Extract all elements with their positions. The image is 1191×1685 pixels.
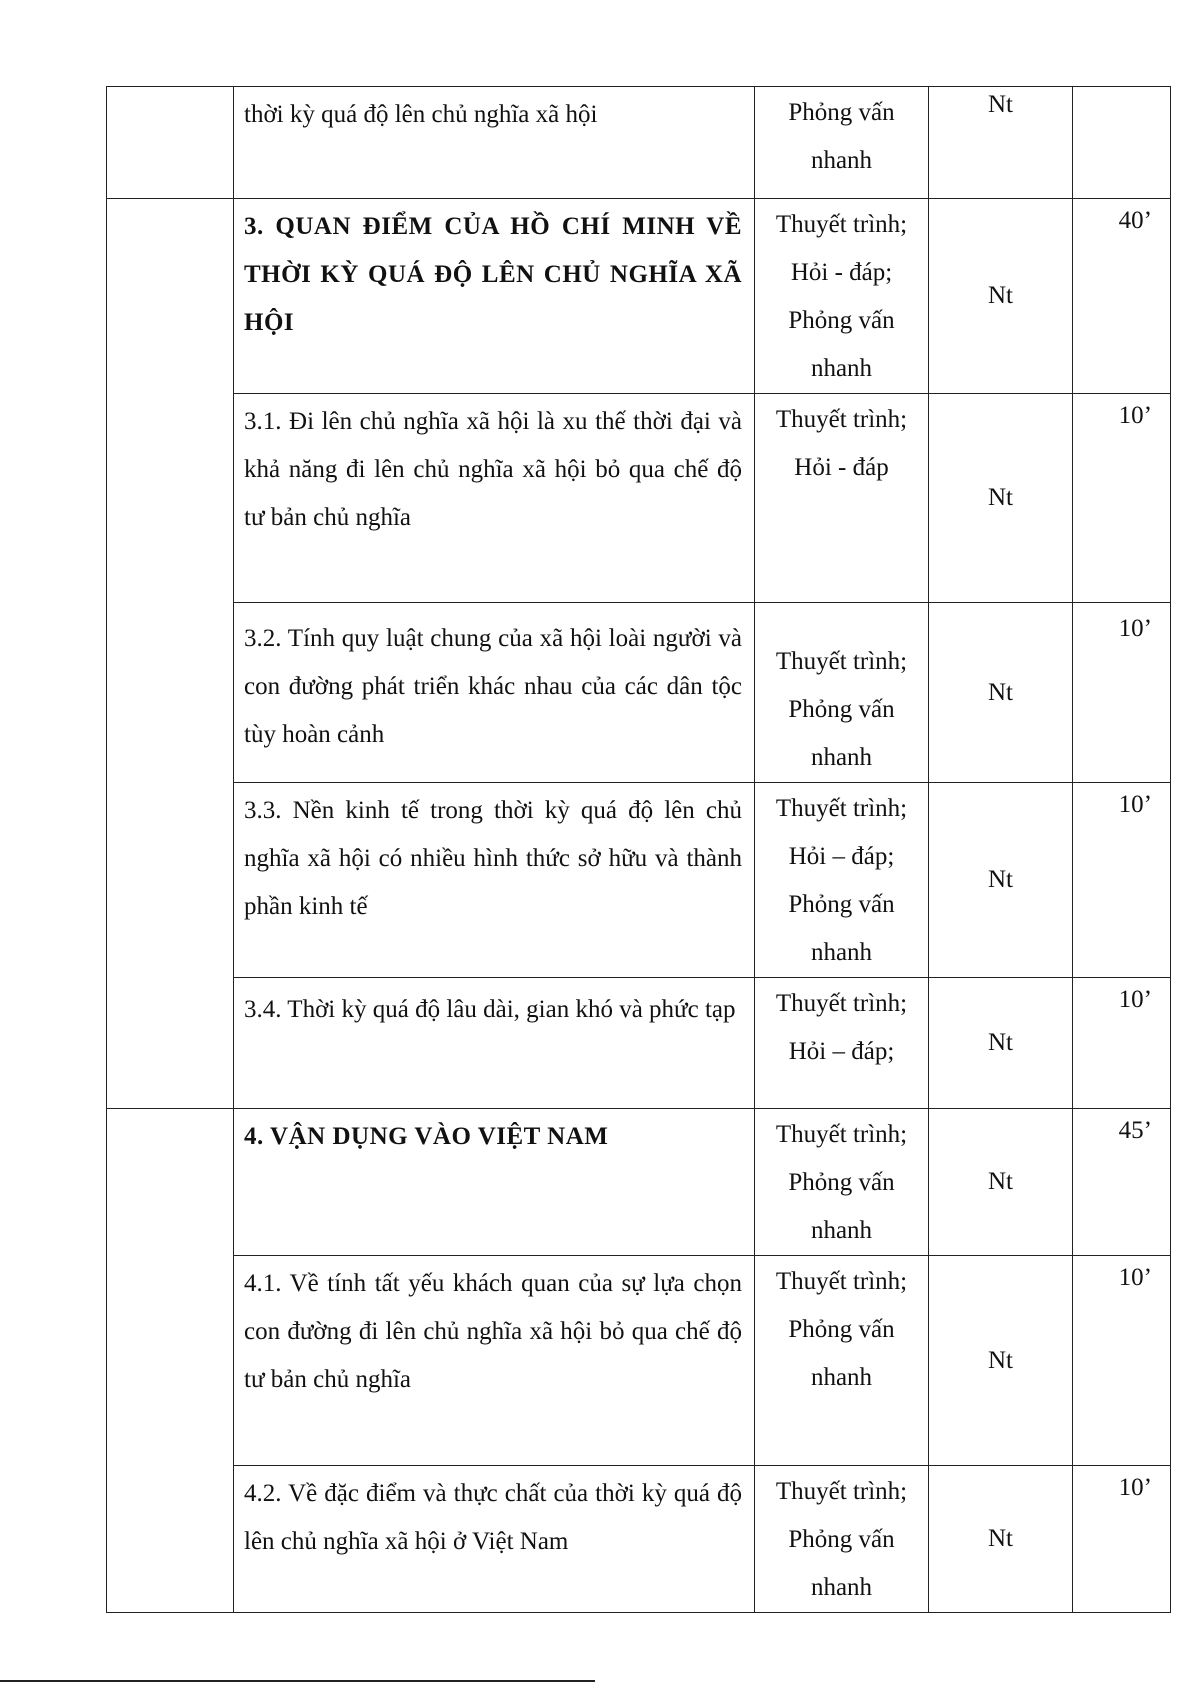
resource-text: Nt [988,282,1013,309]
method-text: Thuyết trình; Phỏng vấn nhanh [775,1268,908,1391]
resource-cell [929,783,1073,978]
resource-text: Nt [988,1029,1013,1056]
content-cell [234,394,755,603]
resource-text: Nt [988,1525,1013,1552]
week-cell [107,87,234,199]
week-cell [107,1109,234,1613]
method-cell [755,1466,929,1613]
table-row [107,783,1171,978]
time-text: 10’ [1118,1474,1152,1501]
content-cell [234,1256,755,1466]
content-text: 3.3. Nền kinh tế trong thời kỳ quá độ lên chủ nghĩa xã hội có nhiều hình thức sở hữu và thành phần kinh tế [244,797,742,920]
footnote-separator [0,1680,595,1682]
resource-cell [929,978,1073,1109]
content-text: thời kỳ quá độ lên chủ nghĩa xã hội [244,101,598,128]
content-cell [234,1466,755,1613]
content-text: 4.1. Về tính tất yếu khách quan của sự lựa chọn con đường đi lên chủ nghĩa xã hội bỏ qua chế độ tư bản chủ nghĩa [244,1270,742,1393]
resource-cell [929,1256,1073,1466]
time-cell [1073,87,1171,199]
table-row [107,87,1171,199]
time-text: 10’ [1118,615,1152,642]
lesson-plan-table [106,86,1171,1613]
table-row [107,1466,1171,1613]
content-cell [234,1109,755,1256]
resource-text: Nt [988,678,1013,706]
content-text: 3.1. Đi lên chủ nghĩa xã hội là xu thế thời đại và khả năng đi lên chủ nghĩa xã hội bỏ qua chế độ tư bản chủ nghĩa [244,408,742,531]
time-text: 10’ [1118,986,1152,1013]
resource-cell [929,603,1073,783]
method-cell [755,783,929,978]
time-text [1073,87,1170,91]
content-text: 4.2. Về đặc điểm và thực chất của thời kỳ quá độ lên chủ nghĩa xã hội ở Việt Nam [244,1480,742,1555]
week-cell [107,199,234,1109]
resource-text: Nt [988,91,1013,118]
content-cell [234,87,755,199]
time-text: 10’ [1118,791,1152,818]
content-cell [234,783,755,978]
resource-cell [929,199,1073,394]
method-cell [755,199,929,394]
time-cell [1073,978,1171,1109]
resource-text: Nt [988,1168,1013,1195]
method-cell [755,603,929,783]
table-row [107,1256,1171,1466]
content-cell [234,199,755,394]
method-cell [755,87,929,199]
resource-cell [929,1109,1073,1256]
method-text: Thuyết trình; Phỏng vấn nhanh [775,1121,908,1244]
resource-cell [929,87,1073,199]
time-text: 45’ [1118,1117,1152,1144]
method-cell [755,978,929,1109]
time-text: 40’ [1118,207,1152,234]
resource-cell [929,1466,1073,1613]
content-cell [234,603,755,783]
resource-text: Nt [988,1346,1013,1374]
time-cell [1073,394,1171,603]
time-text: 10’ [1118,402,1152,429]
time-cell [1073,1109,1171,1256]
method-cell [755,1109,929,1256]
table-row [107,1109,1171,1256]
time-cell [1073,603,1171,783]
method-text: Thuyết trình; Phỏng vấn nhanh [775,1478,908,1601]
time-cell [1073,199,1171,394]
resource-text: Nt [988,866,1013,893]
method-text: Thuyết trình; Hỏi – đáp; [775,990,908,1065]
time-cell [1073,1466,1171,1613]
section-heading: 3. QUAN ĐIỂM CỦA HỒ CHÍ MINH VỀ THỜI KỲ QUÁ ĐỘ LÊN CHỦ NGHĨA XÃ HỘI [244,213,742,336]
time-text: 10’ [1118,1264,1152,1291]
table-row [107,199,1171,394]
section-heading: 4. VẬN DỤNG VÀO VIỆT NAM [244,1123,609,1150]
method-cell [755,394,929,603]
time-cell [1073,783,1171,978]
content-text: 3.4. Thời kỳ quá độ lâu dài, gian khó và phức tạp [244,996,736,1023]
method-text: Thuyết trình; Hỏi - đáp [775,406,908,481]
resource-text: Nt [988,484,1013,511]
method-text: Thuyết trình; Hỏi – đáp; Phỏng vấn nhanh [775,795,908,966]
method-text: Thuyết trình; Phỏng vấn nhanh [775,648,908,771]
method-text: Thuyết trình; Hỏi - đáp; Phỏng vấn nhanh [775,211,908,382]
time-cell [1073,1256,1171,1466]
table-row [107,978,1171,1109]
method-text: Phỏng vấn nhanh [788,99,895,174]
resource-cell [929,394,1073,603]
content-cell [234,978,755,1109]
table-row [107,394,1171,603]
content-text: 3.2. Tính quy luật chung của xã hội loài người và con đường phát triển khác nhau của các dân tộc tùy hoàn cảnh [244,625,742,748]
table-row [107,603,1171,783]
method-cell [755,1256,929,1466]
